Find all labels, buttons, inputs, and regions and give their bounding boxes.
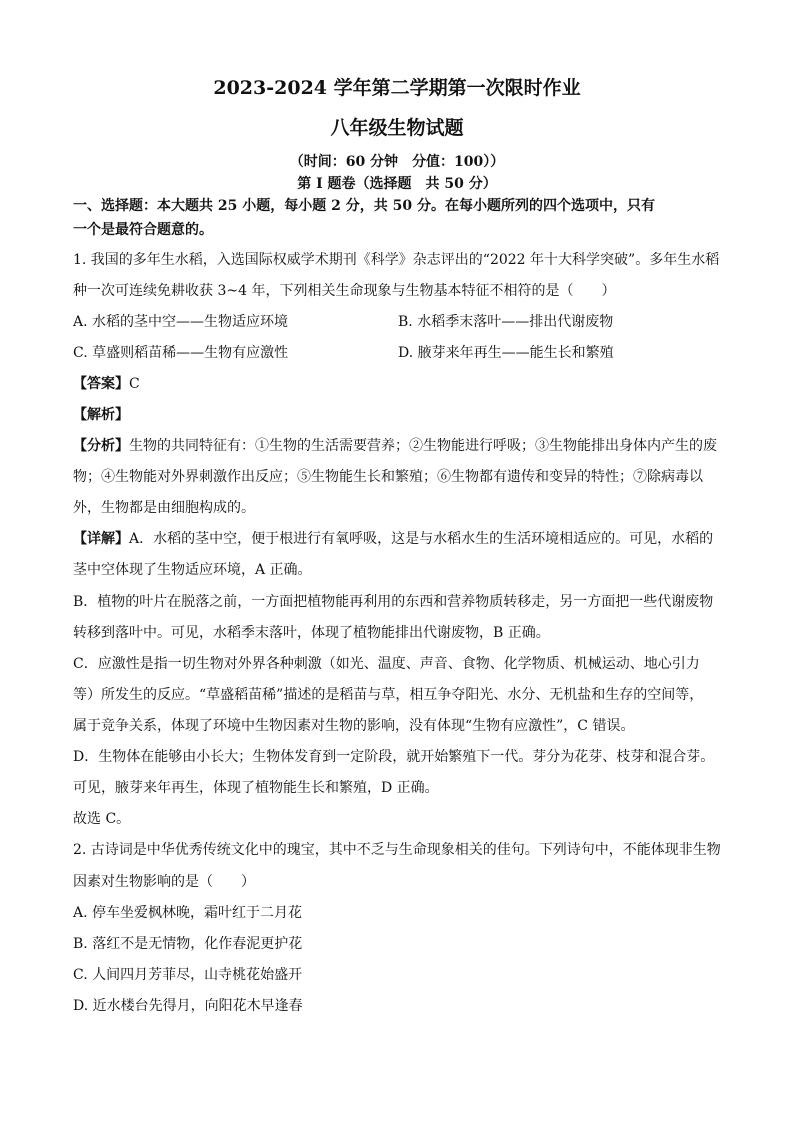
q1-c-line-2: 等）所发生的反应。“草盛稻苗稀”描述的是稻苗与草，相互争夺阳光、水分、无机盐和生存的空间等， (73, 687, 704, 703)
q1-option-c: C. 草盛则稻苗稀——生物有应激性 (73, 345, 289, 361)
xiangjie-tag: 【详解】 (73, 531, 129, 547)
document-subtitle: 八年级生物试题 (330, 117, 464, 139)
q2-stem-line-1: 2. 古诗词是中华优秀传统文化中的瑰宝，其中不乏与生命现象相关的佳句。下列诗句中，不能体现非生物 (73, 842, 721, 858)
q1-analysis-tag (73, 408, 733, 422)
q1-d-line-1: D．生物体在能够由小长大；生物体发育到一定阶段，就开始繁殖下一代。芽分为花芽、枝芽和混合芽。 (73, 749, 715, 765)
q2-stem-line-2: 因素对生物影响的是（ ） (73, 874, 255, 890)
q2-option-c: C. 人间四月芳菲尽，山寺桃花始盛开 (73, 967, 303, 983)
q1-b-line-1: B．植物的叶片在脱落之前，一方面把植物能再利用的东西和营养物质转移走，另一方面把一些代谢废物 (73, 594, 714, 610)
answer-value: C (129, 376, 140, 392)
instructions-line-1: 一、选择题：本大题共 25 小题，每小题 2 分，共 50 分。在每小题所列的四个选项中，只有 (73, 198, 655, 214)
q1-c-line-3: 属于竞争关系，体现了环境中生物因素对生物的影响，没有体现“生物有应激性”，C 错误。 (73, 718, 635, 734)
q2-option-d: D. 近水楼台先得月，向阳花木早逢春 (73, 998, 303, 1014)
answer-tag: 【答案】 (73, 376, 129, 392)
q1-answer (73, 377, 733, 391)
fenxi-text: 生物的共同特征有：①生物的生活需要营养；②生物能进行呼吸；③生物能排出身体内产生的废 (129, 438, 717, 454)
q2-option-a: A. 停车坐爱枫林晚，霜叶红于二月花 (73, 905, 303, 921)
q1-stem-line-1: 1. 我国的多年生水稻，入选国际权威学术期刊《科学》杂志评出的“2022 年十大科学突破”。多年生水稻 (73, 252, 720, 268)
q2-option-b: B. 落红不是无情物，化作春泥更护花 (73, 936, 303, 952)
q1-fenxi-line-1 (73, 439, 733, 453)
q1-option-a: A. 水稻的茎中空——生物适应环境 (73, 314, 289, 330)
section-title: 第 I 题卷（选择题 共 50 分） (297, 176, 497, 192)
q1-xiangjie-line-1 (73, 532, 733, 546)
q1-option-b: B. 水稻季末落叶——排出代谢废物 (398, 314, 614, 330)
q1-conclusion: 故选 C。 (73, 811, 131, 827)
q1-d-line-2: 可见，腋芽来年再生，体现了植物能生长和繁殖，D 正确。 (73, 780, 439, 796)
analysis-tag: 【解析】 (73, 407, 129, 423)
q1-xiangjie-line-2: 茎中空体现了生物适应环境，A 正确。 (73, 562, 312, 578)
xiangjie-text: A．水稻的茎中空，便于根进行有氧呼吸，这是与水稻水生的生活环境相适应的。可见，水稻的 (129, 531, 714, 547)
q1-b-line-2: 转移到落叶中。可见，水稻季末落叶，体现了植物能排出代谢废物，B 正确。 (73, 625, 550, 641)
q1-option-d: D. 腋芽来年再生——能生长和繁殖 (398, 345, 614, 361)
q1-fenxi-line-2: 物；④生物能对外界刺激作出反应；⑤生物能生长和繁殖；⑥生物都有遗传和变异的特性；⑦除病毒以 (73, 469, 703, 485)
q1-fenxi-line-3: 外，生物都是由细胞构成的。 (73, 500, 255, 516)
instructions-line-2: 一个是最符合题意的。 (73, 222, 213, 238)
document-title: 2023-2024 学年第二学期第一次限时作业 (213, 77, 581, 99)
fenxi-tag: 【分析】 (73, 438, 129, 454)
q1-stem-line-2: 种一次可连续免耕收获 3~4 年，下列相关生命现象与生物基本特征不相符的是（ ） (73, 283, 616, 299)
q1-c-line-1: C．应激性是指一切生物对外界各种刺激（如光、温度、声音、食物、化学物质、机械运动、地心引力 (73, 656, 700, 672)
time-info: （时间：60 分钟 分值：100）） (289, 154, 505, 170)
